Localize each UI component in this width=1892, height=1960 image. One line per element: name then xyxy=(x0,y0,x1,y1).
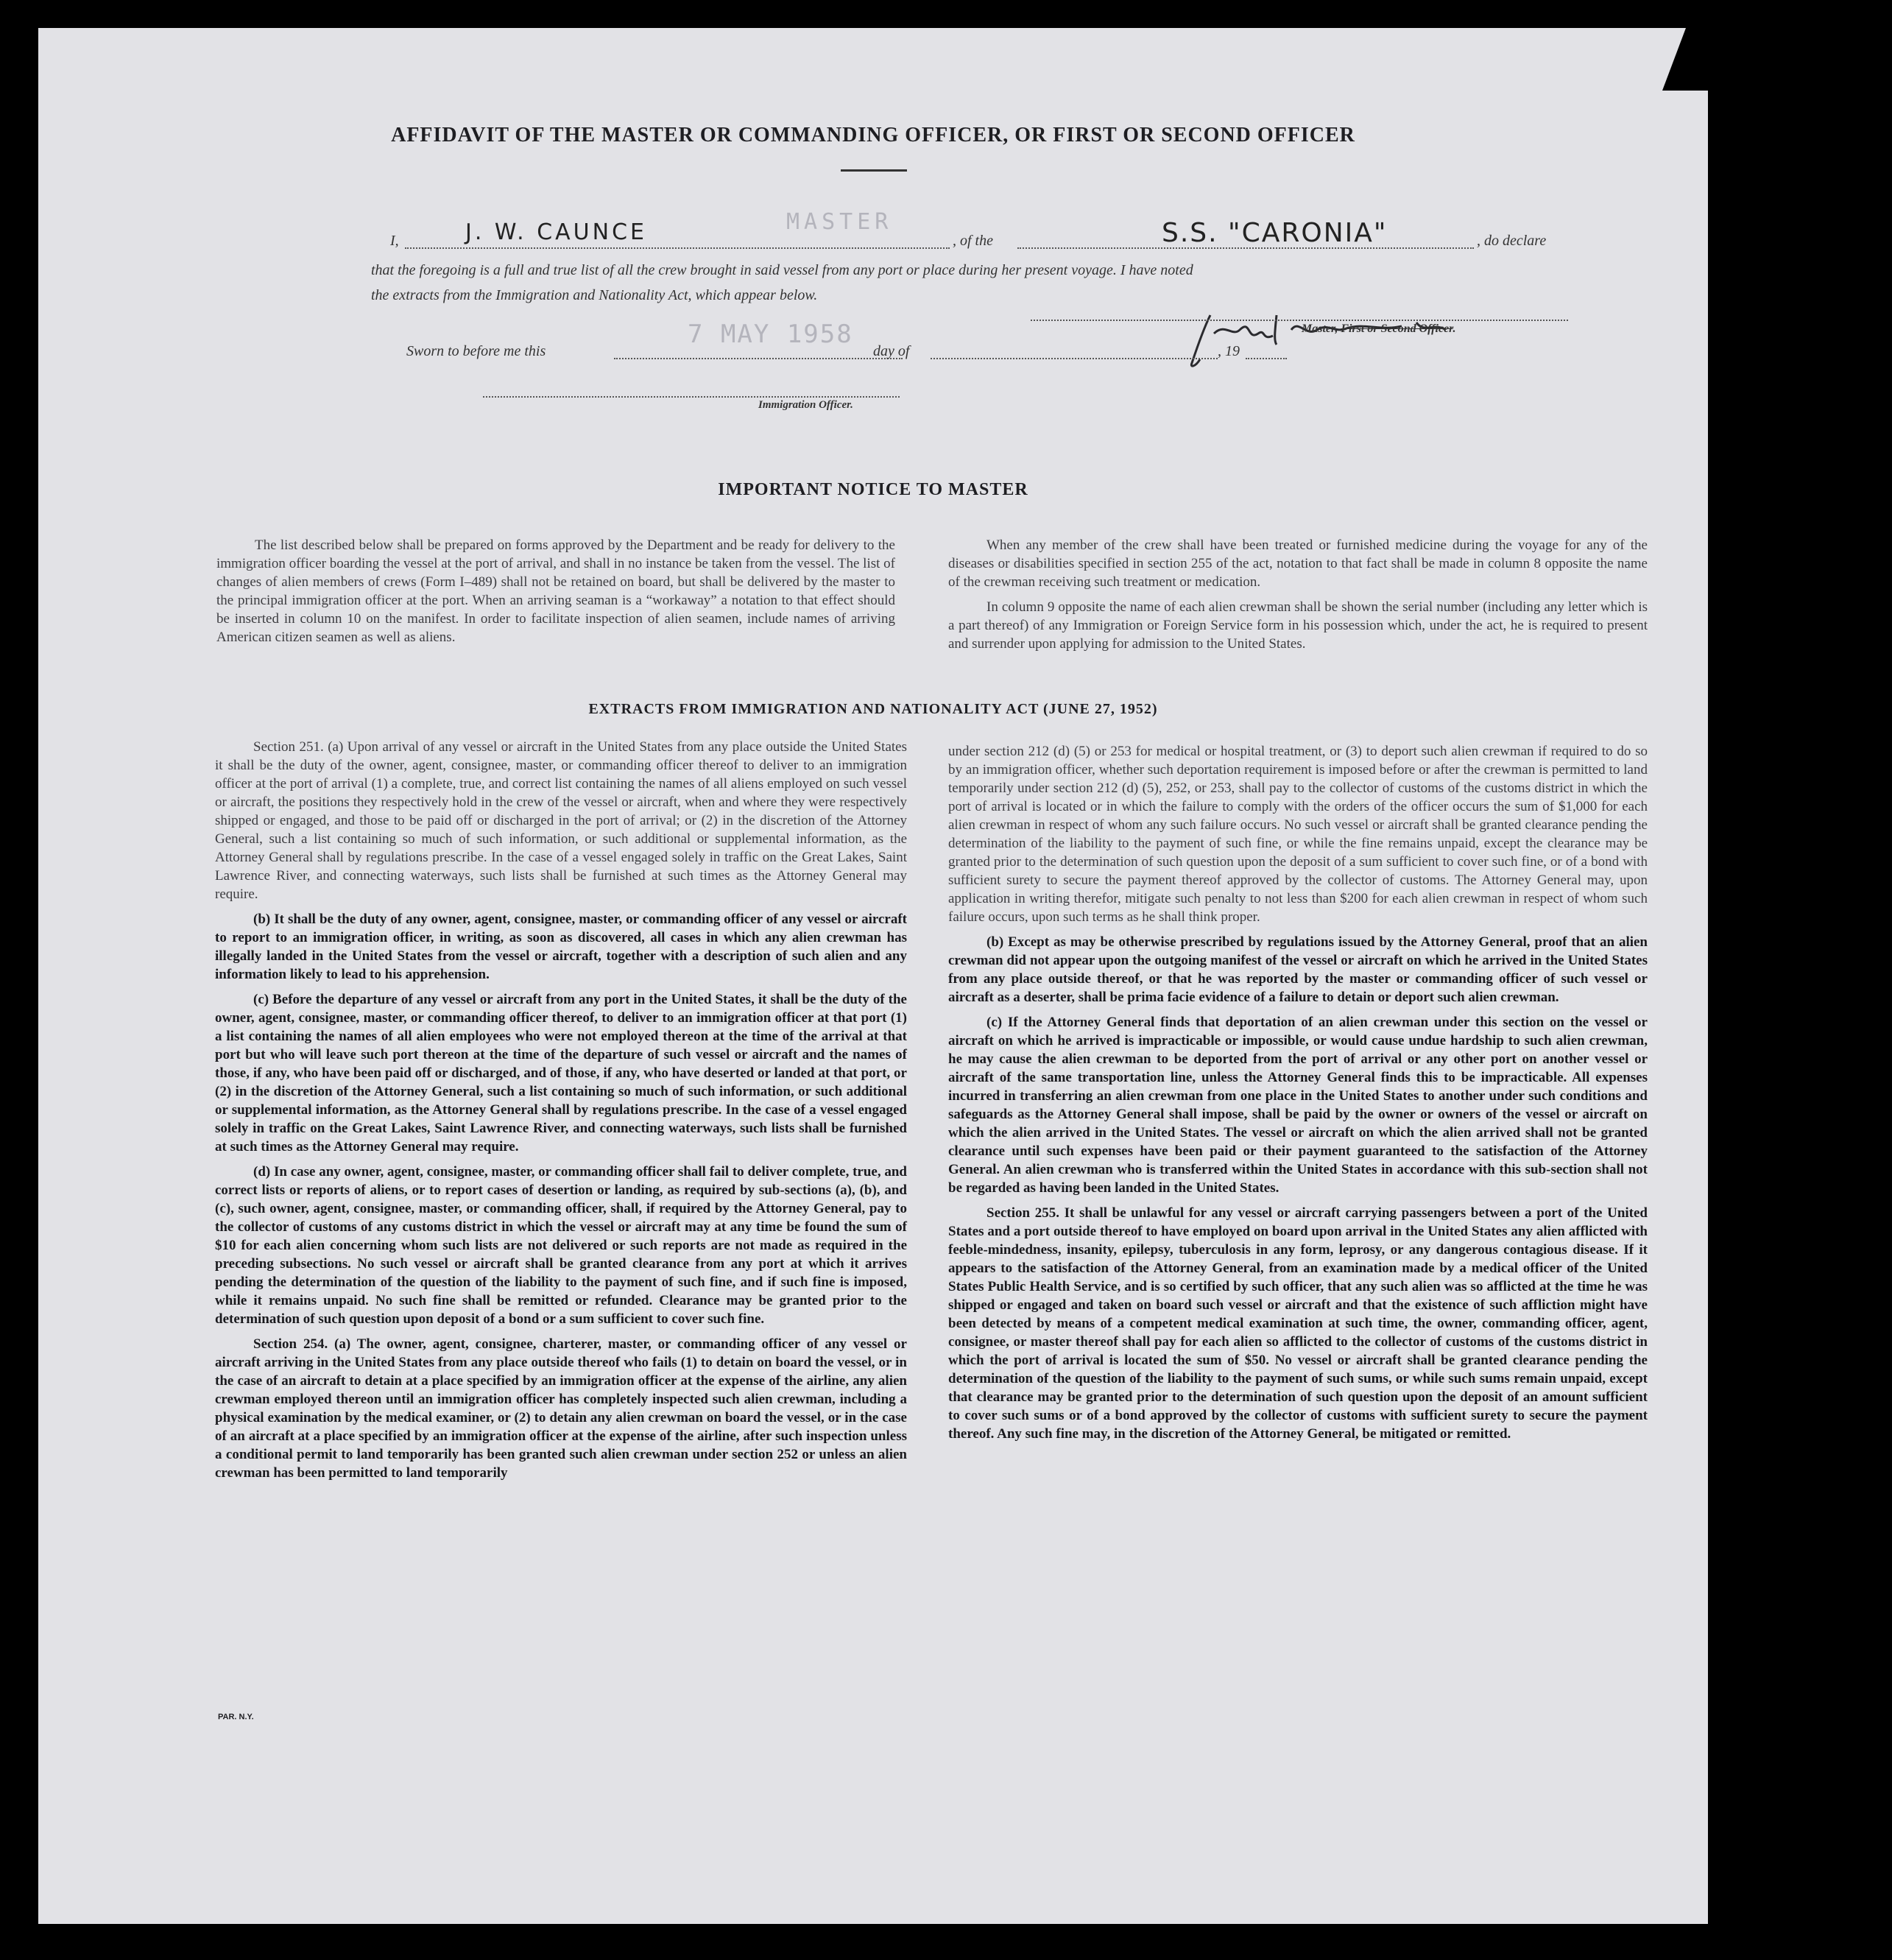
section-251-a: Section 251. (a) Upon arrival of any vessel or aircraft in the United States from any place outside the United States it shall be the duty of the owner, agent, consignee, master, or commanding officer thereof to deliver to an immigration officer at the port of arrival (1) a complete, true, and correct list containing the names of all aliens employed on such vessel or aircraft, the positions they respectively hold in the crew of the vessel or aircraft, when and where they were respectively shipped or engaged, and those to be paid off or discharged in the port of arrival; or (2) in the discretion of the Attorney General, such a list containing so much of such information, or such additional or supplemental information, as the Attorney General shall by regulations prescribe. In the case of a vessel engaged solely in traffic on the Great Lakes, Saint Lawrence River, and connecting waterways, such lists shall be furnished at such times as the Attorney General may require. xyxy=(215,739,907,902)
immigration-officer-line xyxy=(483,396,900,398)
affidavit-title: AFFIDAVIT OF THE MASTER OR COMMANDING OFFICER, OR FIRST OR SECOND OFFICER xyxy=(391,124,1355,147)
caption-master: Master, xyxy=(1302,322,1341,335)
notice-left-column xyxy=(216,536,895,653)
binder-hole xyxy=(1791,682,1819,710)
section-254-b: (b) Except as may be otherwise prescribed by regulations issued by the Attorney General, proof that an alien crewman did not appear upon the outgoing manifest of the vessel or aircraft on which he arrived in the United States from any place outside thereof, or that he was reported by the master or commanding officer of such vessel or aircraft as a deserter, shall be prima facie evidence of a failure to detain or deport such alien crewman. xyxy=(948,934,1648,1005)
label-of-the: , of the xyxy=(953,233,993,249)
master-name-handwriting: J. W. CAUNCE xyxy=(465,219,647,245)
extracts-title: EXTRACTS FROM IMMIGRATION AND NATIONALITY ACT (JUNE 27, 1952) xyxy=(588,701,1158,717)
sworn-date-line xyxy=(614,358,903,359)
binder-hole xyxy=(1791,281,1819,309)
master-signature xyxy=(1181,300,1534,381)
binder-hole xyxy=(1791,1733,1819,1761)
immigration-officer-caption: Immigration Officer. xyxy=(758,399,853,411)
label-do-declare: , do declare xyxy=(1477,233,1547,249)
notice-right-paragraph-2: In column 9 opposite the name of each alien crewman shall be shown the serial number (including any letter which is a part thereof) of any Immigration or Foreign Service form in his possession which, under the act, he is required to present and surrender upon applying for admission to the United States. xyxy=(948,599,1648,652)
notice-right-paragraph-1: When any member of the crew shall have been treated or furnished medicine during the voyage for any of the diseases or disabilities specified in section 255 of the act, notation to that fact shall be made in column 8 opposite the name of the crewman receiving such treatment or medication. xyxy=(948,537,1648,590)
vessel-name-handwriting: S.S. "CARONIA" xyxy=(1162,218,1388,248)
year-line xyxy=(1246,358,1287,359)
section-254-a-continued: under section 212 (d) (5) or 253 for medical or hospital treatment, or (3) to deport such alien crewman if required to do so by an immigration officer, whether such deportation requirement is imposed before or after the crewman is permitted to land temporarily under section 212 (d) (5), 252, or 253, shall pay to the collector of customs of the customs district in which the port of arrival is located or in which the failure to comply with the orders of the officer occurs the sum of $1,000 for each alien crewman in respect of whom any such failure occurs. No such vessel or aircraft shall be granted clearance pending the determination of the liability to the payment of such fine, or while the fine remains unpaid, except the clearance may be granted prior to the determination of such question upon the deposit of a sum sufficient to cover such fine, or of a bond with sufficient surety to secure the payment thereof approved by the collector of customs. The Attorney General may, upon application in writing therefor, mitigate such penalty to not less than $200 for each alien crewman in respect of whom such failure occurs, upon such terms as he shall think proper. xyxy=(948,744,1648,925)
section-251-d: (d) In case any owner, agent, consignee, master, or commanding officer shall fail to deliver complete, true, and correct lists or reports of aliens, or to report cases of desertion or landing, as required by sub-sections (a), (b), and (c), such owner, agent, consignee, master, or commanding officer, shall, if required by the Attorney General, pay to the collector of customs of any customs district in which the vessel or aircraft may at any time be found the sum of $10 for each alien concerning whom such lists are not delivered or such reports are not made as required in the preceding subsections. No such vessel or aircraft shall be granted clearance from any port at which it arrives pending the determination of the question of the liability to the payment of such fine, and if such fine is imposed, while it remains unpaid. No such fine shall be remitted or refunded. Clearance may be granted prior to the determination of such question upon deposit of a bond or a sum sufficient to cover such fine. xyxy=(215,1164,907,1327)
binder-hole xyxy=(1791,1244,1818,1272)
extracts-left-column xyxy=(215,738,907,1489)
section-251-c: (c) Before the departure of any vessel or aircraft from any port in the United States, it shall be the duty of the owner, agent, consignee, master, or commanding officer thereof, to deliver to an immigration officer at that port (1) a list containing the names of all alien employees who were not employed thereon at the time of the arrival at that port but who will leave such port thereon at the time of the departure of such vessel or aircraft and the names of those, if any, who have been paid off or discharged, and of those, if any, who have deserted or landed at that port, or (2) in the discretion of the Attorney General, such a list containing so much of such information, or such additional or supplemental information, as the Attorney General shall by regulations prescribe. In the case of a vessel engaged solely in traffic on the Great Lakes, Saint Lawrence River, and connecting waterways, such lists shall be furnished at such times as the Attorney General may require. xyxy=(215,992,907,1155)
binder-hole xyxy=(1791,183,1819,211)
caption-end: . xyxy=(1452,322,1456,335)
declaration-line-2: the extracts from the Immigration and Nationality Act, which appear below. xyxy=(371,287,818,303)
signature-line xyxy=(1031,320,1568,321)
section-255: Section 255. It shall be unlawful for any vessel or aircraft carrying passengers between a port of the United States and a port outside thereof to have employed on board upon arrival in the United States any alien afflicted with feeble-mindedness, insanity, epilepsy, tuberculosis in any form, leprosy, or any dangerous contagious disease. If it appears to the satisfaction of the Attorney General, from an examination made by a medical officer of the United States Public Health Service, and is so certified by such officer, that any such alien was so afflicted at the time he was shipped or engaged and taken on board such vessel or aircraft and that the existence of such affliction might have been detected by means of a competent medical examination at such time, the owner, commanding officer, agent, consignee, or master thereof shall pay for each alien so afflicted to the collector of customs of the customs district in which the port of arrival is located the sum of $50. No vessel or aircraft shall be granted clearance pending the determination of the question of the liability to the payment of such sums, or while such sums remain unpaid, except that clearance may be granted prior to the determination of such question upon the deposit of an amount sufficient to cover such sums or of a bond approved by the collector of customs with sufficient surety to secure the payment thereof. Any such fine may, in the discretion of the Attorney General, be mitigated or remitted. xyxy=(948,1205,1648,1442)
notice-title: IMPORTANT NOTICE TO MASTER xyxy=(718,480,1028,499)
sworn-label: Sworn to before me this xyxy=(406,343,546,359)
name-field-line xyxy=(405,247,950,249)
binder-hole xyxy=(1791,1342,1819,1369)
section-254-c: (c) If the Attorney General finds that deportation of an alien crewman under this section on the vessel or aircraft on which he arrived is impracticable or impossible, or would cause undue hardship to such alien crewman, he may cause the alien crewman to be deported from the port of arrival or any other port on another vessel or aircraft of the same transportation line, unless the Attorney General finds this to be impracticable. All expenses incurred in transferring an alien crewman from one place in the United States to another under such conditions and safeguards as the Attorney General shall impose, shall be paid by the owner or owners of the vessel or aircraft on which the alien arrived in the United States. The vessel or aircraft on which the alien arrived shall not be granted clearance until such expenses have been paid or their payment guaranteed to the satisfaction of the Attorney General. An alien crewman who is transferred within the United States in accordance with this sub-section shall not be regarded as having been landed in the United States. xyxy=(948,1015,1648,1196)
declaration-line-1: that the foregoing is a full and true list of all the crew brought in said vessel from any port or place during her present voyage. I have noted xyxy=(371,262,1193,278)
title-rule xyxy=(841,169,907,172)
binder-hole xyxy=(1791,1638,1819,1665)
extracts-right-column xyxy=(948,742,1648,1450)
notice-left-paragraph: The list described below shall be prepared on forms approved by the Department and be ready for delivery to the immigration officer boarding the vessel at the port of arrival, and shall in no instance be taken from the vessel. The list of changes of alien members of crews (Form I–489) shall not be retained on board, but shall be delivered by the master to the principal immigration officer at the port. When an arriving seaman is a “workaway” a notation to that effect should be inserted in column 10 on the manifest. In order to facilitate inspection of alien seamen, include names of arriving American citizen seamen as well as aliens. xyxy=(216,537,895,645)
caption-struck-officer: First or Second Officer xyxy=(1341,322,1453,335)
document-page xyxy=(38,28,1708,1924)
section-251-b: (b) It shall be the duty of any owner, agent, consignee, master, or commanding officer of any vessel or aircraft to report to an immigration officer, in writing, as soon as discovered, all cases in which any alien crewman has illegally landed in the United States from the vessel or aircraft, together with a description of such alien and any information likely to lead to his apprehension. xyxy=(215,912,907,982)
month-line xyxy=(931,358,1218,359)
notice-right-column xyxy=(948,536,1648,660)
printer-mark: PAR. N.Y. xyxy=(218,1713,254,1721)
signature-caption xyxy=(1302,322,1456,336)
day-of-label: day of xyxy=(873,343,910,359)
date-stamp: 7 MAY 1958 xyxy=(688,320,853,349)
rank-stamp: MASTER xyxy=(786,209,893,235)
binder-hole xyxy=(1791,583,1819,611)
label-i: I, xyxy=(390,233,399,249)
year-label: , 19 xyxy=(1218,343,1240,359)
section-254-a: Section 254. (a) The owner, agent, consignee, charterer, master, or commanding officer of any vessel or aircraft arriving in the United States from any place outside thereof who fails (1) to detain on board the vessel, or in the case of an aircraft to detain at a place specified by an immigration officer at the expense of the airline, any alien crewman employed thereon until an immigration officer has completely inspected such alien crewman, including a physical examination by the medical examiner, or (2) to detain any alien crewman on board the vessel, or in the case of an aircraft at a place specified by an immigration officer at the expense of the airline, after such inspection unless a conditional permit to land temporarily has been granted such alien crewman under section 252 or unless an alien crewman has been permitted to land temporarily xyxy=(215,1336,907,1481)
